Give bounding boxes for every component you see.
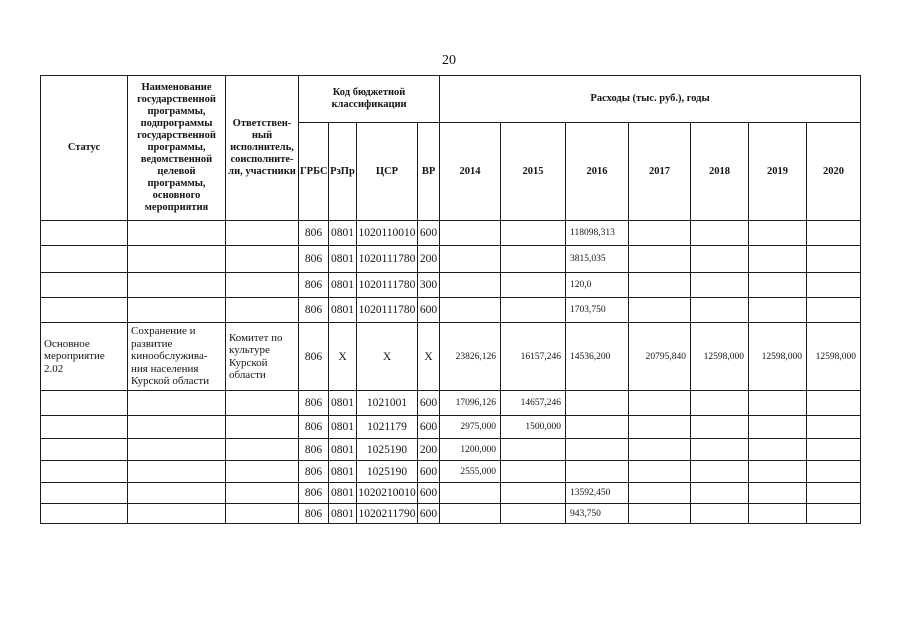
expense-2020-cell [807,483,861,504]
program-name-cell [128,298,226,323]
expense-2017-cell [629,298,691,323]
expense-2015-cell: 16157,246 [501,323,566,391]
csr-cell: 1020110010 [357,221,418,246]
grbs-cell: 806 [299,273,329,298]
header-row-top [41,76,861,123]
expense-2014-cell: 17096,126 [440,391,501,416]
grbs-cell: 806 [299,323,329,391]
vr-cell: 600 [418,461,440,483]
responsible-executor-cell [226,504,299,524]
vr-cell: 600 [418,391,440,416]
grbs-cell: 806 [299,221,329,246]
program-name-cell [128,221,226,246]
status-cell: Основное мероприятие 2.02 [41,323,128,391]
expense-2014-cell [440,483,501,504]
expense-2017-cell [629,221,691,246]
rzpr-cell: 0801 [329,273,357,298]
rzpr-cell: 0801 [329,391,357,416]
expense-2015-cell [501,483,566,504]
csr-cell: 1021179 [357,416,418,439]
expense-2017-cell [629,416,691,439]
rzpr-cell: 0801 [329,504,357,524]
vr-cell: 600 [418,221,440,246]
budget-table-body [41,221,861,524]
expense-2020-cell [807,391,861,416]
status-cell [41,221,128,246]
program-name-cell [128,391,226,416]
expense-2020-cell [807,221,861,246]
expense-2014-cell [440,298,501,323]
expense-2019-cell [749,391,807,416]
expense-2018-cell [691,246,749,273]
table-row [41,221,861,246]
expense-2018-cell: 12598,000 [691,323,749,391]
csr-cell: 1020111780 [357,273,418,298]
expense-2018-cell [691,273,749,298]
expense-2015-cell [501,439,566,461]
grbs-cell: 806 [299,416,329,439]
year-2020-header: 2020 [807,123,861,221]
table-row [41,323,861,391]
program-name-cell [128,483,226,504]
grbs-cell: 806 [299,461,329,483]
year-2019-header: 2019 [749,123,807,221]
rzpr-cell: 0801 [329,439,357,461]
expense-2018-cell [691,416,749,439]
status-cell [41,439,128,461]
responsible-executor-cell [226,416,299,439]
expense-2019-cell: 12598,000 [749,323,807,391]
grbs-cell: 806 [299,483,329,504]
table-row [41,483,861,504]
responsible-executor-header: Ответствен- ный исполнитель, соисполните- ли, участники [226,76,299,221]
year-2018-header: 2018 [691,123,749,221]
vr-header: ВР [418,123,440,221]
expense-2019-cell [749,273,807,298]
expense-2019-cell [749,439,807,461]
expense-2014-cell [440,273,501,298]
expense-2015-cell [501,273,566,298]
expense-2018-cell [691,439,749,461]
rzpr-cell: 0801 [329,298,357,323]
vr-cell: 600 [418,483,440,504]
rzpr-cell: 0801 [329,221,357,246]
vr-cell: 200 [418,246,440,273]
expense-2016-cell: 1703,750 [566,298,629,323]
expense-2016-cell: 120,0 [566,273,629,298]
expense-2020-cell: 12598,000 [807,323,861,391]
expense-2017-cell [629,246,691,273]
responsible-executor-cell [226,391,299,416]
expense-2015-cell [501,504,566,524]
expense-2018-cell [691,298,749,323]
expenses-header: Расходы (тыс. руб.), годы [440,76,861,123]
expense-2015-cell [501,461,566,483]
responsible-executor-cell [226,483,299,504]
expense-2017-cell [629,439,691,461]
program-name-cell [128,273,226,298]
responsible-executor-cell [226,439,299,461]
csr-cell: Х [357,323,418,391]
program-name-cell [128,439,226,461]
responsible-executor-cell [226,298,299,323]
grbs-cell: 806 [299,298,329,323]
expense-2018-cell [691,461,749,483]
page-number: 20 [442,53,456,68]
program-name-cell [128,504,226,524]
expense-2014-cell: 2975,000 [440,416,501,439]
expense-2015-cell [501,221,566,246]
responsible-executor-cell: Комитет по культуре Курской области [226,323,299,391]
expense-2017-cell [629,483,691,504]
table-row [41,391,861,416]
expense-2014-cell: 2555,000 [440,461,501,483]
expense-2019-cell [749,504,807,524]
rzpr-cell: 0801 [329,246,357,273]
expense-2015-cell [501,246,566,273]
budget-code-header: Код бюджетной классификации [299,76,440,123]
year-2017-header: 2017 [629,123,691,221]
vr-cell: 300 [418,273,440,298]
table-row [41,246,861,273]
vr-cell: 200 [418,439,440,461]
rzpr-cell: 0801 [329,483,357,504]
expense-2016-cell: 3815,035 [566,246,629,273]
expense-2016-cell [566,439,629,461]
grbs-cell: 806 [299,504,329,524]
expense-2014-cell: 1200,000 [440,439,501,461]
expense-2017-cell [629,461,691,483]
grbs-header: ГРБС [299,123,329,221]
expense-2020-cell [807,273,861,298]
expense-2020-cell [807,504,861,524]
expense-2019-cell [749,461,807,483]
expense-2017-cell [629,273,691,298]
responsible-executor-cell [226,221,299,246]
program-name-cell: Сохранение и развитие кинообслужива- ния населения Курской области [128,323,226,391]
expense-2020-cell [807,416,861,439]
status-cell [41,273,128,298]
table-row [41,416,861,439]
expense-2019-cell [749,416,807,439]
status-cell [41,298,128,323]
status-cell [41,483,128,504]
responsible-executor-cell [226,461,299,483]
status-cell [41,246,128,273]
expense-2016-cell: 118098,313 [566,221,629,246]
expense-2015-cell: 1500,000 [501,416,566,439]
expense-2020-cell [807,246,861,273]
expense-2020-cell [807,439,861,461]
table-row [41,504,861,524]
expense-2017-cell [629,391,691,416]
expense-2020-cell [807,461,861,483]
rzpr-header: РзПр [329,123,357,221]
budget-table [40,75,861,524]
expense-2019-cell [749,221,807,246]
expense-2014-cell: 23826,126 [440,323,501,391]
rzpr-cell: 0801 [329,416,357,439]
program-name-cell [128,246,226,273]
grbs-cell: 806 [299,246,329,273]
program-name-header: Наименование государственной программы, подпрограммы государственной программы, ведомственной целевой программы, основного мероприятия [128,76,226,221]
vr-cell: 600 [418,504,440,524]
expense-2018-cell [691,504,749,524]
expense-2016-cell [566,391,629,416]
year-2015-header: 2015 [501,123,566,221]
expense-2015-cell [501,298,566,323]
csr-cell: 1025190 [357,461,418,483]
status-cell [41,416,128,439]
table-row [41,298,861,323]
csr-cell: 1020111780 [357,246,418,273]
expense-2018-cell [691,483,749,504]
expense-2015-cell: 14657,246 [501,391,566,416]
csr-cell: 1020111780 [357,298,418,323]
rzpr-cell: Х [329,323,357,391]
grbs-cell: 806 [299,391,329,416]
status-cell [41,391,128,416]
expense-2016-cell: 943,750 [566,504,629,524]
expense-2016-cell [566,461,629,483]
status-cell [41,504,128,524]
vr-cell: 600 [418,416,440,439]
expense-2020-cell [807,298,861,323]
csr-cell: 1020210010 [357,483,418,504]
expense-2019-cell [749,483,807,504]
grbs-cell: 806 [299,439,329,461]
expense-2019-cell [749,298,807,323]
expense-2014-cell [440,221,501,246]
responsible-executor-cell [226,273,299,298]
expense-2014-cell [440,246,501,273]
rzpr-cell: 0801 [329,461,357,483]
expense-2016-cell [566,416,629,439]
expense-2017-cell: 20795,840 [629,323,691,391]
expense-2019-cell [749,246,807,273]
table-row [41,273,861,298]
expense-2016-cell: 14536,200 [566,323,629,391]
responsible-executor-cell [226,246,299,273]
expense-2016-cell: 13592,450 [566,483,629,504]
table-row [41,461,861,483]
vr-cell: 600 [418,298,440,323]
expense-2014-cell [440,504,501,524]
vr-cell: Х [418,323,440,391]
csr-cell: 1020211790 [357,504,418,524]
csr-header: ЦСР [357,123,418,221]
csr-cell: 1025190 [357,439,418,461]
expense-2018-cell [691,391,749,416]
year-2016-header: 2016 [566,123,629,221]
status-header: Статус [41,76,128,221]
year-2014-header: 2014 [440,123,501,221]
expense-2018-cell [691,221,749,246]
status-cell [41,461,128,483]
table-row [41,439,861,461]
program-name-cell [128,461,226,483]
csr-cell: 1021001 [357,391,418,416]
expense-2017-cell [629,504,691,524]
program-name-cell [128,416,226,439]
